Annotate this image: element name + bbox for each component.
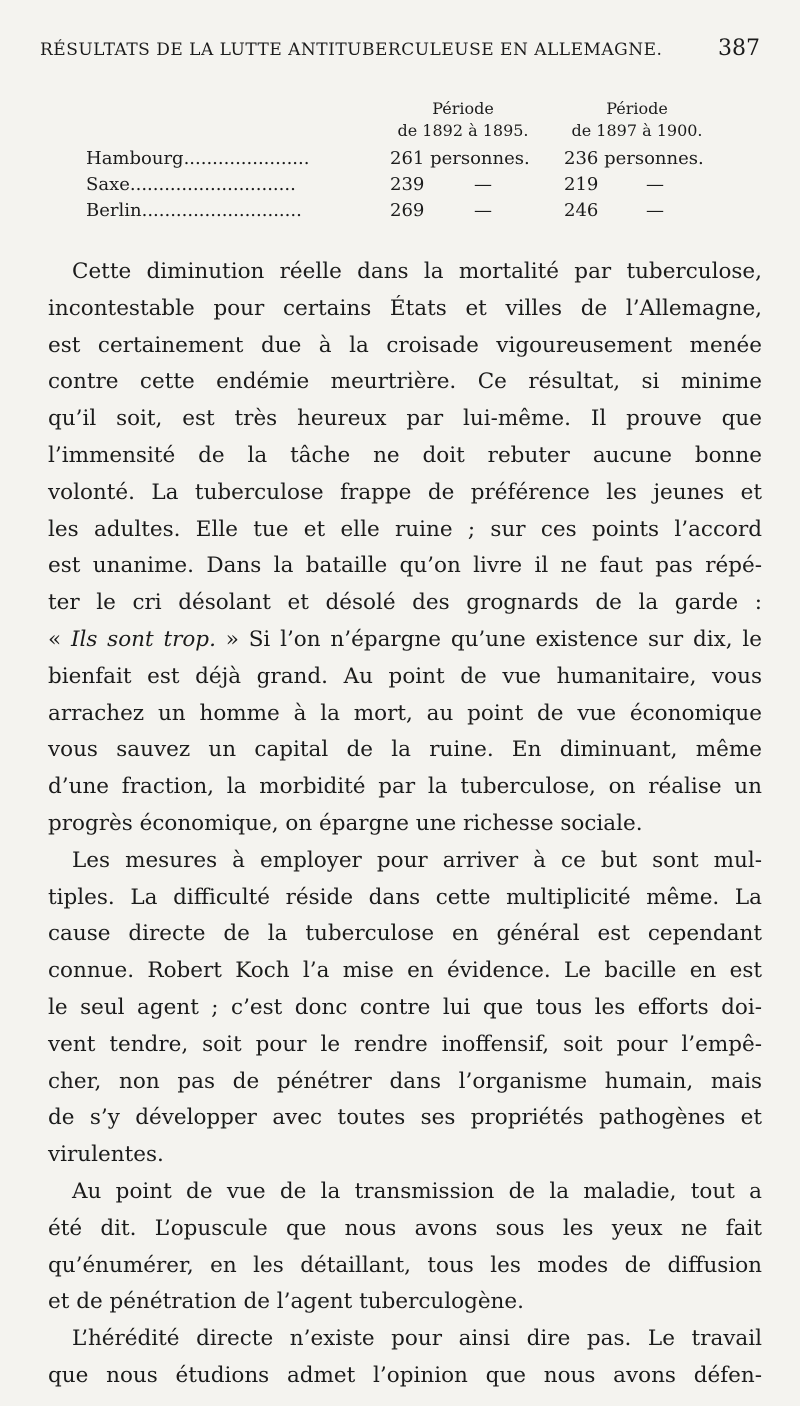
ditto-dash: — (646, 174, 664, 195)
dot-leader: ............................. (129, 174, 296, 195)
text-line-quote: « Ils sont trop. » Si l’on n’épargne qu’une existence sur dix, le (48, 626, 762, 652)
text-line: le seul agent ; c’est donc contre lui que tous les efforts doi- (48, 994, 762, 1020)
text-line: contre cette endémie meurtrière. Ce résultat, si minime (48, 369, 762, 395)
running-head-title: RÉSULTATS DE LA LUTTE ANTITUBERCULEUSE EN ALLEMAGNE. (40, 40, 663, 60)
column-header-label: Période (432, 99, 494, 118)
text-line: progrès économique, on épargne une richesse sociale. (48, 810, 643, 836)
running-head (40, 36, 760, 61)
text-line: d’une fraction, la morbidité par la tuberculose, on réalise un (48, 774, 762, 800)
text-line: connue. Robert Koch l’a mise en évidence. Le bacille en est (48, 958, 762, 984)
paragraph (48, 1321, 762, 1395)
text-line: été dit. L’opuscule que nous avons sous les yeux ne fait (48, 1215, 762, 1241)
paragraph (48, 254, 762, 843)
text-line: est certainement due à la croisade vigoureusement menée (48, 332, 762, 358)
text-line: l’immensité de la tâche ne doit rebuter aucune bonne (48, 442, 762, 468)
text-line: Au point de vue de la transmission de la maladie, tout a (72, 1178, 762, 1204)
text-line: que nous étudions admet l’opinion que nous avons défen- (48, 1362, 762, 1388)
table-column-header-2 (562, 98, 712, 142)
text-line: bienfait est déjà grand. Au point de vue humanitaire, vous (48, 663, 762, 689)
value-period-1: 269 (390, 200, 425, 221)
text-line: arrachez un homme à la mort, au point de vue économique (48, 700, 762, 726)
value-period-1: 239 (390, 174, 425, 195)
text-line: et de pénétration de l’agent tuberculogène. (48, 1289, 524, 1315)
dot-leader: ............................ (141, 200, 302, 221)
ditto-dash: — (646, 200, 664, 221)
text-line: cher, non pas de pénétrer dans l’organisme humain, mais (48, 1068, 762, 1094)
body-text (48, 254, 762, 1395)
text-line: vous sauvez un capital de la ruine. En diminuant, même (48, 737, 762, 763)
text-line: est unanime. Dans la bataille qu’on livre il ne faut pas répé- (48, 553, 762, 579)
city-name: Berlin (86, 200, 142, 221)
dot-leader: ...................... (183, 148, 310, 169)
paragraph (48, 1174, 762, 1321)
paragraph (48, 843, 762, 1174)
text-line: les adultes. Elle tue et elle ruine ; sur ces points l’accord (48, 516, 762, 542)
ditto-dash: — (474, 174, 492, 195)
row-label (86, 145, 376, 173)
text-line: qu’il soit, est très heureux par lui-même. Il prouve que (48, 406, 762, 432)
value-period-2: 219 (564, 174, 599, 195)
column-header-period: de 1892 à 1895. (397, 121, 529, 140)
row-label (86, 171, 376, 199)
text-line: de s’y développer avec toutes ses propriétés pathogènes et (48, 1105, 762, 1131)
text-line: qu’énumérer, en les détaillant, tous les modes de diffusion (48, 1252, 762, 1278)
value-period-2: 246 (564, 200, 599, 221)
table-column-header-1 (388, 98, 538, 142)
value-period-2: 236 personnes. (564, 148, 704, 169)
text-line: incontestable pour certains États et villes de l’Allemagne, (48, 295, 762, 321)
italic-quote: Ils sont trop. (70, 626, 216, 652)
table-row-hambourg (86, 145, 726, 173)
ditto-dash: — (474, 200, 492, 221)
page-number: 387 (718, 36, 760, 61)
text-line: tiples. La difficulté réside dans cette multiplicité même. La (48, 884, 762, 910)
text-line: cause directe de la tuberculose en général est cependant (48, 921, 762, 947)
table-row-berlin (86, 197, 726, 225)
column-header-period: de 1897 à 1900. (571, 121, 703, 140)
value-period-1: 261 personnes. (390, 148, 530, 169)
text-line: Les mesures à employer pour arriver à ce but sont mul- (72, 847, 762, 873)
text-line: volonté. La tuberculose frappe de préférence les jeunes et (48, 479, 762, 505)
column-header-label: Période (606, 99, 668, 118)
text-line: L’hérédité directe n’existe pour ainsi dire pas. Le travail (72, 1326, 762, 1352)
text-line: ter le cri désolant et désolé des grognards de la garde : (48, 590, 762, 616)
text-line: virulentes. (48, 1142, 164, 1168)
text-line: Cette diminution réelle dans la mortalité par tuberculose, (72, 259, 762, 284)
row-label (86, 197, 376, 225)
city-name: Saxe (86, 174, 130, 195)
table-row-saxe (86, 171, 726, 199)
text-line: vent tendre, soit pour le rendre inoffensif, soit pour l’empê- (48, 1031, 762, 1057)
city-name: Hambourg (86, 148, 184, 169)
